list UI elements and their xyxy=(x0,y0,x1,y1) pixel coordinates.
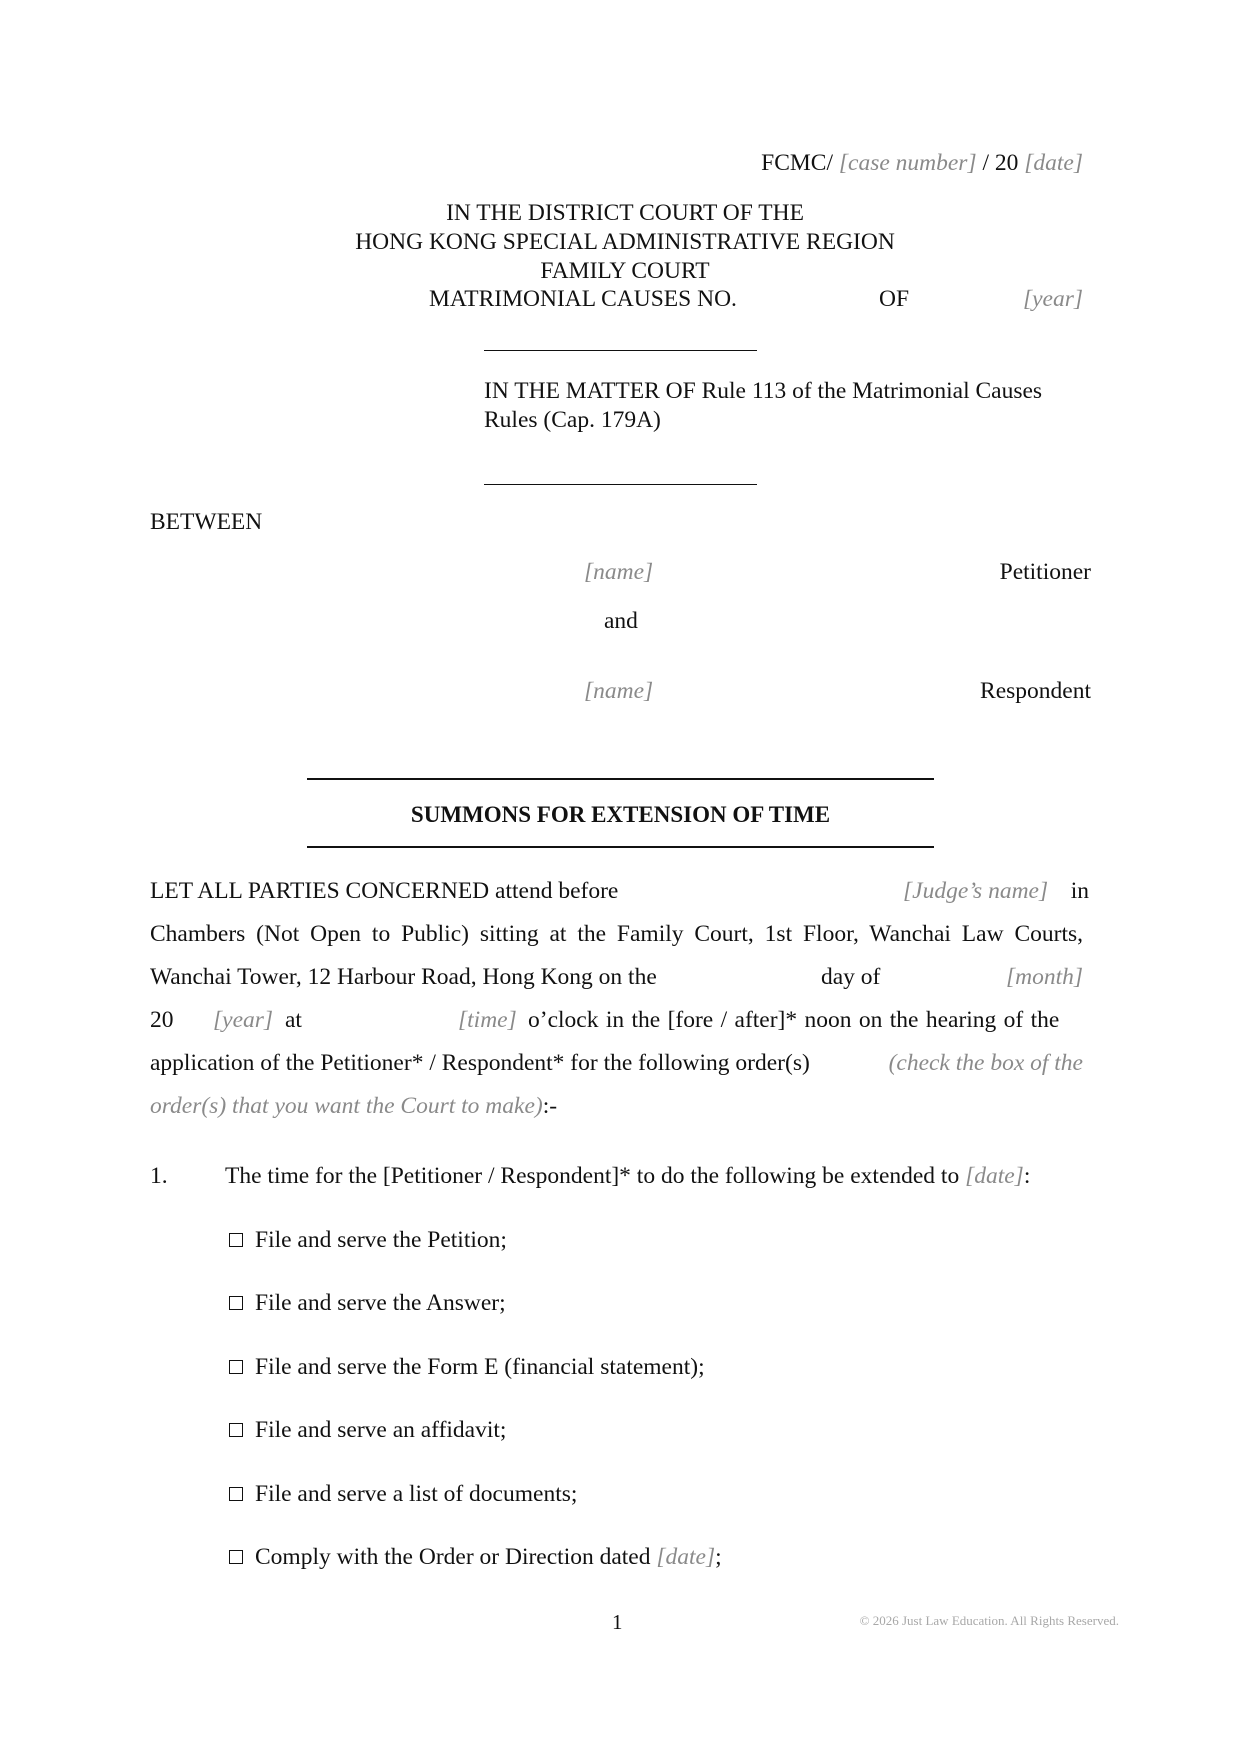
check-box-note-1: (check the box of the xyxy=(888,1050,1083,1076)
judge-name-placeholder[interactable]: [Judge’s name] xyxy=(903,878,1049,904)
checklist-item[interactable] xyxy=(229,1292,506,1316)
divider-upper xyxy=(484,350,757,351)
checkbox[interactable] xyxy=(229,1423,243,1437)
body-line-6-tail: :- xyxy=(542,1093,558,1119)
item-1-colon: : xyxy=(1023,1163,1031,1189)
checklist-item[interactable] xyxy=(229,1546,722,1570)
checkbox[interactable] xyxy=(229,1360,243,1374)
between-label: BETWEEN xyxy=(150,509,263,535)
hearing-year-placeholder[interactable]: [year] xyxy=(213,1007,274,1033)
petitioner-name-placeholder[interactable]: [name] xyxy=(584,559,654,585)
checkbox[interactable] xyxy=(229,1550,243,1564)
checklist-item-label: Comply with the Order or Direction dated xyxy=(255,1544,657,1570)
body-line-1-in: in xyxy=(1070,878,1089,904)
body-line-3-text: Wanchai Tower, 12 Harbour Road, Hong Kong on the xyxy=(150,964,657,990)
copyright-notice: © 2026 Just Law Education. All Rights Reserved. xyxy=(859,1613,1119,1628)
respondent-name-placeholder[interactable]: [name] xyxy=(584,678,654,704)
case-prefix: FCMC/ xyxy=(761,150,839,176)
matter-line-2: Rules (Cap. 179A) xyxy=(484,407,661,433)
case-separator: / 20 xyxy=(976,150,1025,176)
item-1-main: The time for the [Petitioner / Respondent]* to do the following be extended to xyxy=(225,1163,966,1189)
item-1-date-placeholder[interactable]: [date] xyxy=(965,1163,1024,1189)
body-line-4-20: 20 xyxy=(150,1007,174,1033)
order-tail: ; xyxy=(715,1544,722,1570)
body-line-4-at: at xyxy=(285,1007,302,1033)
court-line-3: FAMILY COURT xyxy=(540,258,710,284)
matter-line-1: IN THE MATTER OF Rule 113 of the Matrimonial Causes xyxy=(484,378,1043,404)
checklist-item-label: File and serve the Answer; xyxy=(255,1290,506,1316)
checklist-item-label: File and serve the Form E (financial statement); xyxy=(255,1354,705,1380)
court-line-1: IN THE DISTRICT COURT OF THE xyxy=(446,200,804,226)
checklist-item-label: File and serve an affidavit; xyxy=(255,1417,507,1443)
checkbox[interactable] xyxy=(229,1296,243,1310)
check-box-note-2: order(s) that you want the Court to make) xyxy=(150,1093,543,1119)
body-line-3-dayof: day of xyxy=(821,964,881,990)
checkbox[interactable] xyxy=(229,1487,243,1501)
petitioner-role: Petitioner xyxy=(999,559,1091,585)
checkbox[interactable] xyxy=(229,1233,243,1247)
matrimonial-causes-label: MATRIMONIAL CAUSES NO. xyxy=(429,286,737,312)
of-label: OF xyxy=(879,286,910,312)
case-reference xyxy=(761,152,1083,176)
body-line-4-text: o’clock in the [fore / after]* noon on the hearing of the xyxy=(528,1007,1060,1033)
year-placeholder[interactable]: [year] xyxy=(1022,286,1083,312)
checklist-item[interactable] xyxy=(229,1483,577,1507)
title-rule-top xyxy=(307,778,934,780)
body-line-5-text: application of the Petitioner* / Respondent* for the following order(s) xyxy=(150,1050,810,1076)
and-label: and xyxy=(604,608,638,634)
checklist-item[interactable] xyxy=(229,1356,705,1380)
body-line-1-text: LET ALL PARTIES CONCERNED attend before xyxy=(150,878,619,904)
body-line-2-text: Chambers (Not Open to Public) sitting at the Family Court, 1st Floor, Wanchai Law Courts, xyxy=(150,921,1083,947)
divider-lower xyxy=(484,484,757,485)
case-date-placeholder[interactable]: [date] xyxy=(1024,150,1083,176)
month-placeholder[interactable]: [month] xyxy=(1005,964,1083,990)
checklist-item-label: File and serve a list of documents; xyxy=(255,1481,578,1507)
document-title: SUMMONS FOR EXTENSION OF TIME xyxy=(410,802,831,827)
body-line-2 xyxy=(150,923,1083,947)
order-date-placeholder[interactable]: [date] xyxy=(656,1544,716,1570)
court-line-2: HONG KONG SPECIAL ADMINISTRATIVE REGION xyxy=(355,229,895,255)
item-1-number: 1. xyxy=(150,1163,168,1189)
body-line-6 xyxy=(150,1095,557,1119)
title-rule-bottom xyxy=(307,846,934,848)
case-number-placeholder[interactable]: [case number] xyxy=(838,150,977,176)
checklist-item-label: File and serve the Petition; xyxy=(255,1227,507,1253)
respondent-role: Respondent xyxy=(980,678,1091,704)
item-1-text xyxy=(225,1165,1030,1189)
time-placeholder[interactable]: [time] xyxy=(458,1007,517,1033)
checklist-item[interactable] xyxy=(229,1229,507,1253)
checklist-item[interactable] xyxy=(229,1419,506,1443)
page-number: 1 xyxy=(612,1610,623,1634)
